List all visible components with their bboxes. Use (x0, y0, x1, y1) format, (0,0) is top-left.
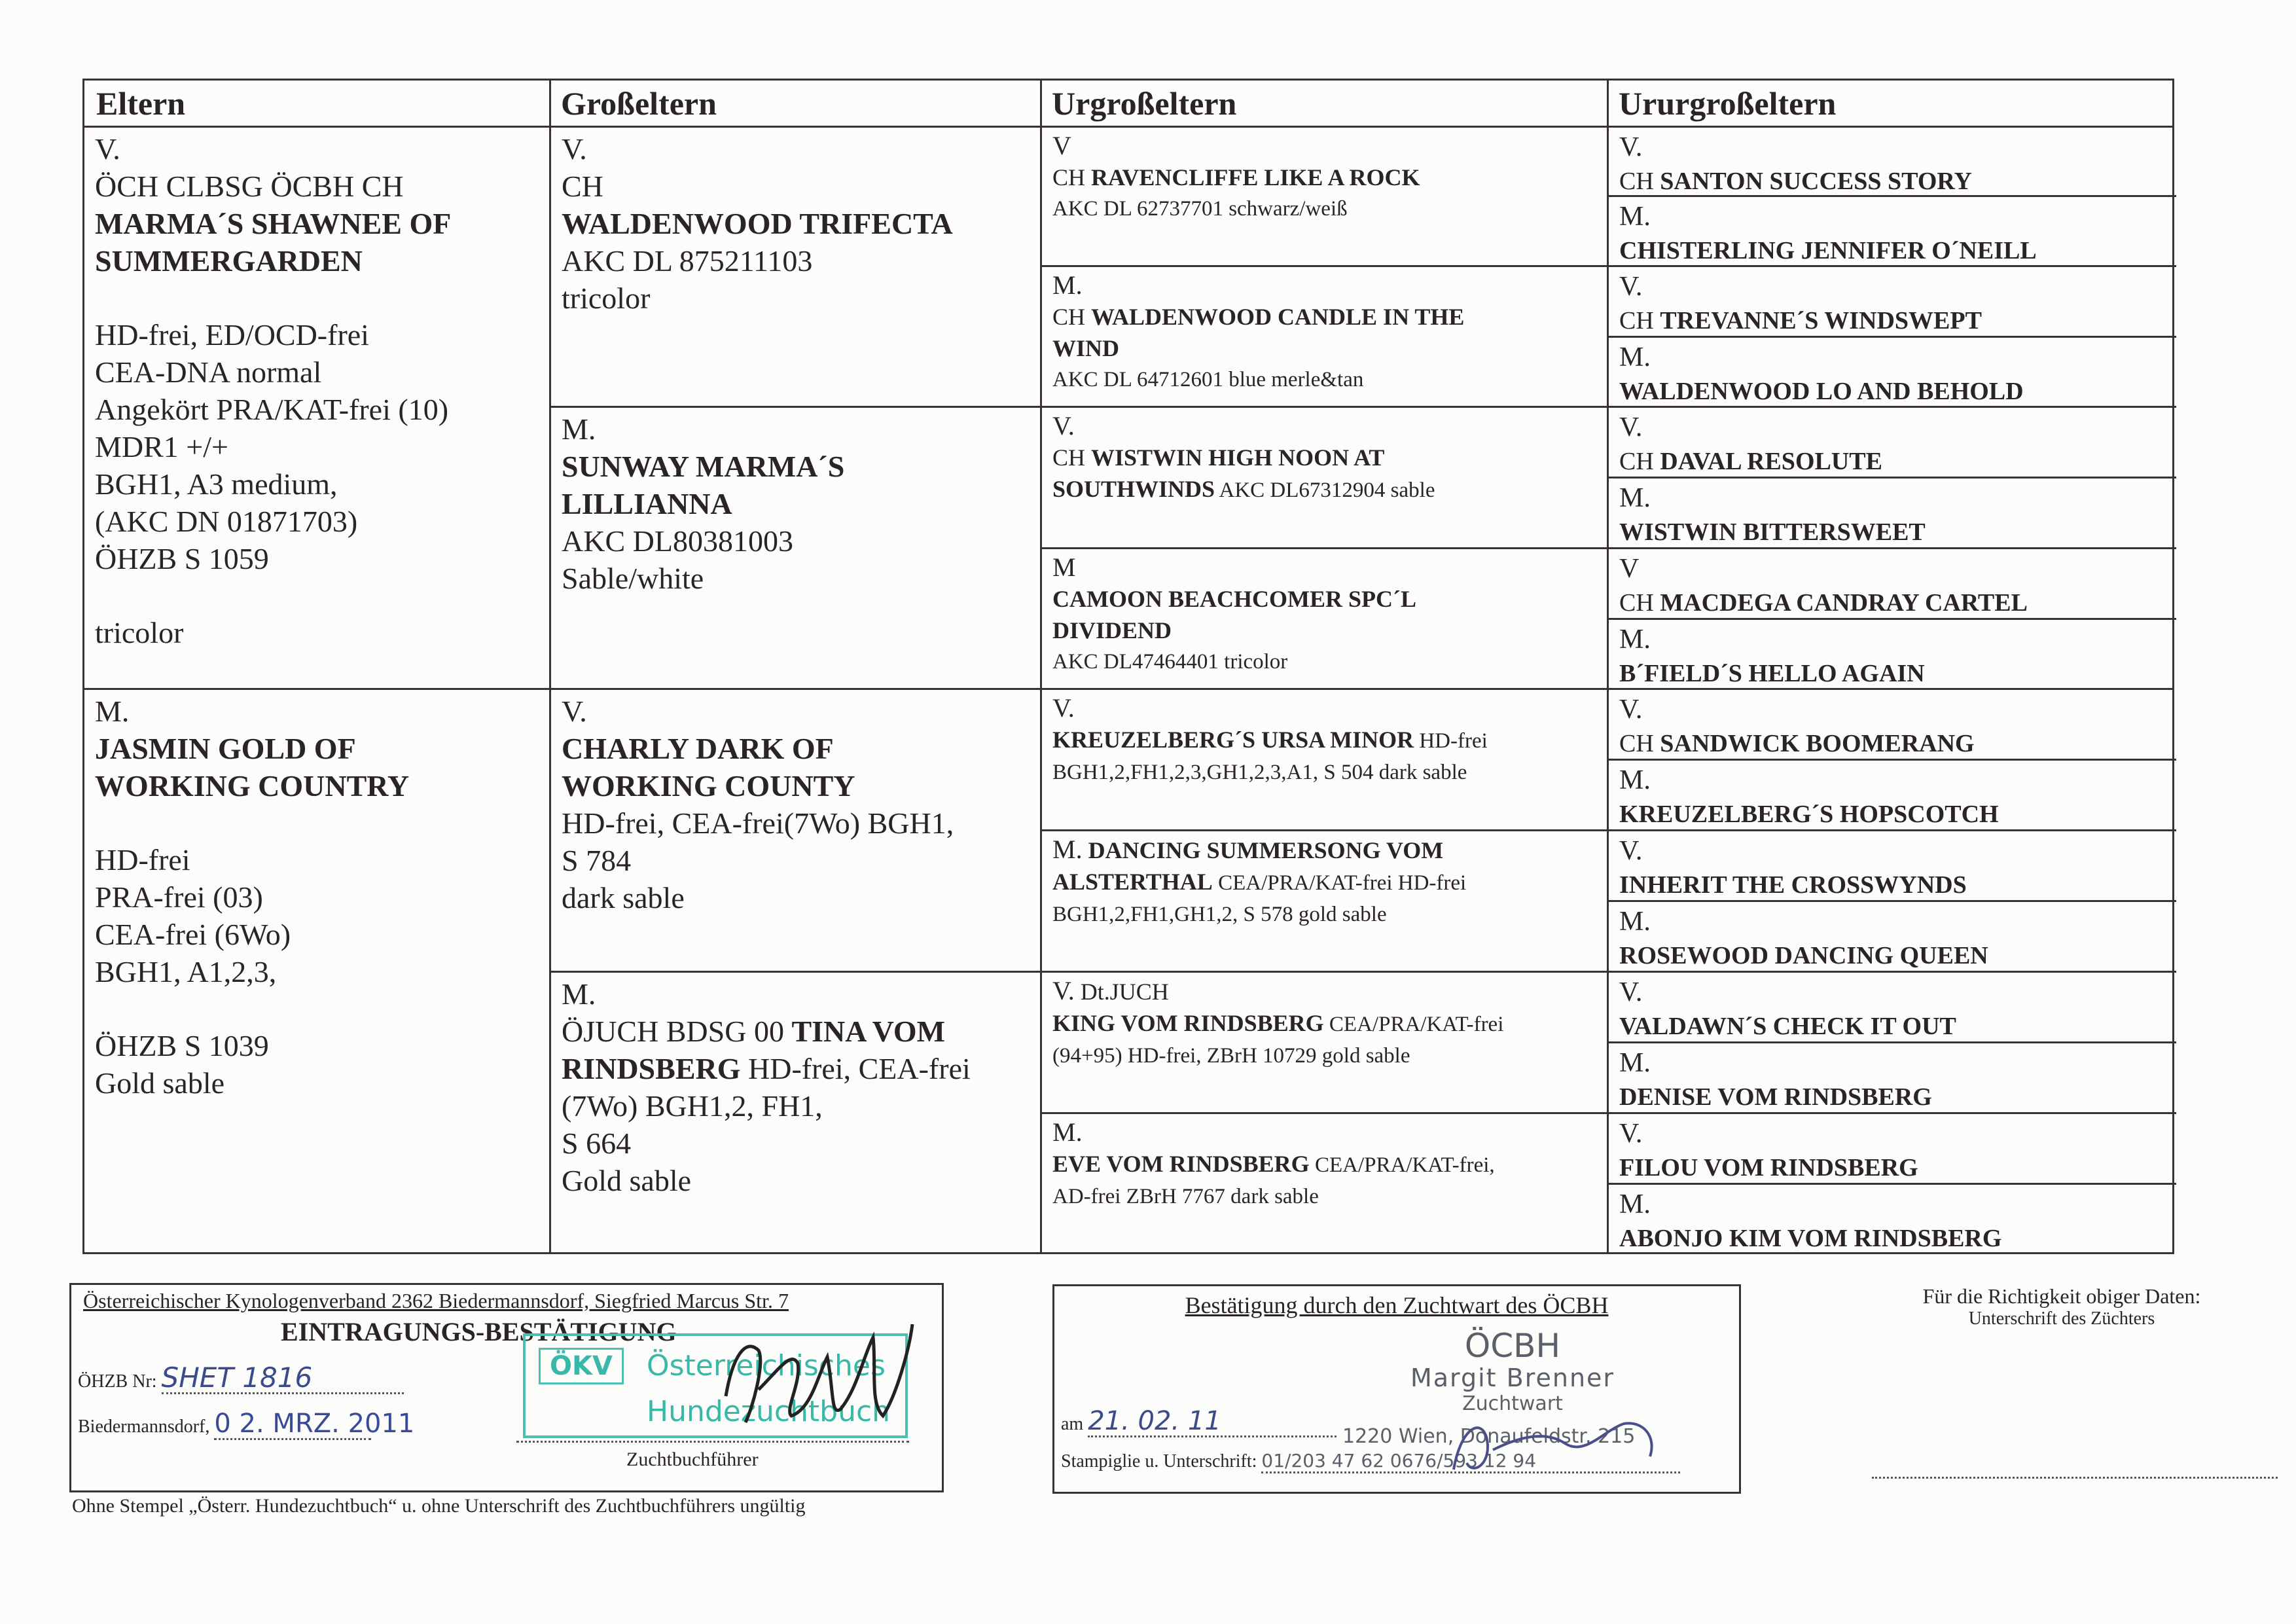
dog-name: WIND (1052, 335, 1120, 361)
grandsire-maternal-cell (551, 690, 1040, 971)
sire-info: HD-frei, ED/OCD-frei (95, 318, 369, 352)
header-urgrosseltern: Urgroßeltern (1052, 85, 1237, 122)
coat-color: Sable/white (562, 562, 704, 595)
sex-marker: V. (1619, 412, 1643, 442)
dog-name: WISTWIN BITTERSWEET (1619, 518, 1926, 546)
great-great-grandparent-cell (1609, 1043, 2176, 1112)
coat-color: dark sable (562, 881, 685, 914)
great-great-grandparent-cell (1609, 549, 2176, 618)
titles: ÖJUCH BDSG 00 (562, 1015, 792, 1048)
dog-name: CHISTERLING JENNIFER O´NEILL (1619, 237, 2037, 264)
dam-name-line1: JASMIN GOLD OF (95, 732, 356, 765)
confirmation-date: 21. 02. 11 (1088, 1407, 1336, 1437)
great-great-grandparent-cell (1609, 338, 2176, 406)
dog-name: SUNWAY MARMA´S (562, 450, 845, 483)
great-great-grandparent-cell (1609, 267, 2176, 336)
sex-marker: V (1619, 554, 1640, 584)
dog-name: KREUZELBERG´S HOPSCOTCH (1619, 801, 1999, 828)
stamp-sig-label: Stampiglie u. Unterschrift: (1061, 1451, 1257, 1471)
great-great-grandparent-cell (1609, 902, 2176, 971)
ohzb-number: SHET 1816 (162, 1363, 404, 1394)
validity-footnote: Ohne Stempel „Österr. Hundezuchtbuch“ u. ohne Unterschrift des Zuchtbuchführers ungültig (72, 1495, 806, 1517)
great-great-grandparent-cell (1609, 408, 2176, 477)
ocbh-stamp-phone: 01/203 47 62 0676/593 12 94 (1261, 1450, 1680, 1473)
dog-name: WORKING COUNTY (562, 769, 855, 803)
dam-cell (84, 690, 549, 1254)
dog-name: VALDAWN´S CHECK IT OUT (1619, 1013, 1956, 1040)
sire-info: (AKC DN 01871703) (95, 505, 358, 538)
great-grandparent-cell (1042, 408, 1607, 547)
dam-name-line2: WORKING COUNTRY (95, 769, 410, 803)
dog-name: INHERIT THE CROSSWYNDS (1619, 871, 1967, 899)
stamp-line2: Hundezuchtbuch (647, 1395, 891, 1428)
header-eltern: Eltern (96, 85, 186, 122)
great-great-grandparent-cell (1609, 620, 2176, 688)
health-info: AD-frei ZBrH 7767 dark sable (1052, 1185, 1319, 1208)
sex-marker: M. (562, 412, 596, 446)
great-great-grandparent-cell (1609, 478, 2176, 547)
dog-name: B´FIELD´S HELLO AGAIN (1619, 660, 1925, 687)
breeder-line2: Unterschrift des Züchters (1968, 1308, 2155, 1329)
coat-color: tricolor (562, 281, 651, 315)
titles: CH (1052, 444, 1092, 471)
dog-name: DIVIDEND (1052, 617, 1172, 643)
dog-name: WALDENWOOD TRIFECTA (562, 207, 953, 240)
dog-name: WALDENWOOD CANDLE IN THE (1091, 304, 1465, 330)
sex-marker: V (1052, 131, 1071, 160)
dog-name: DANCING SUMMERSONG VOM (1088, 837, 1444, 863)
great-grandparent-cell (1042, 831, 1607, 971)
great-grandparent-cell (1042, 267, 1607, 406)
sex-marker: M. (1619, 624, 1651, 655)
sex-marker: V. (1619, 272, 1643, 302)
sex-marker: M. (1619, 1048, 1651, 1078)
health-info: BGH1,2,FH1,GH1,2, S 578 gold sable (1052, 903, 1387, 926)
sex-marker: V. (562, 695, 587, 728)
health-info: CEA/PRA/KAT-frei, (1309, 1153, 1495, 1177)
place-label: Biedermannsdorf, (78, 1416, 210, 1437)
sex-marker: M. (1619, 1189, 1651, 1219)
dog-name: ALSTERTHAL (1052, 869, 1213, 895)
dog-name: TINA VOM (791, 1015, 946, 1048)
titles: CH (562, 170, 603, 203)
great-great-grandparent-cell (1609, 1114, 2176, 1183)
dog-name: TREVANNE´S WINDSWEPT (1660, 307, 1982, 334)
registration: AKC DL47464401 tricolor (1052, 650, 1288, 674)
dog-name: CHARLY DARK OF (562, 732, 834, 765)
sire-info: BGH1, A3 medium, (95, 467, 338, 501)
dog-name: DAVAL RESOLUTE (1660, 448, 1882, 475)
titles: Dt.JUCH (1074, 979, 1169, 1005)
dog-name: SANTON SUCCESS STORY (1660, 168, 1972, 195)
health-info: BGH1,2,FH1,2,3,GH1,2,3,A1, S 504 dark sable (1052, 761, 1467, 784)
titles: CH (1619, 589, 1660, 617)
registration-box (69, 1283, 944, 1492)
signature-registrar (687, 1311, 948, 1449)
titles: CH (1052, 304, 1092, 330)
dog-name: KING VOM RINDSBERG (1052, 1010, 1324, 1036)
registration: AKC DL 62737701 schwarz/weiß (1052, 197, 1348, 221)
sex-marker: M. (1619, 342, 1651, 372)
great-great-grandparent-cell (1609, 197, 2176, 265)
sex-marker: V. (1052, 411, 1075, 441)
date-label: am (1061, 1414, 1084, 1434)
sex-marker: V. (562, 132, 587, 166)
granddam-paternal-cell (551, 408, 1040, 688)
okv-logo: ÖKV (539, 1348, 624, 1384)
health-info: (94+95) HD-frei, ZBrH 10729 gold sable (1052, 1044, 1410, 1068)
sex-marker: V. (1052, 693, 1075, 723)
registration: AKC DL67312904 sable (1215, 478, 1435, 502)
titles: CH (1619, 448, 1660, 475)
sire-name-line1: MARMA´S SHAWNEE OF (95, 207, 452, 240)
dog-name: CAMOON BEACHCOMER SPC´L (1052, 586, 1416, 612)
dog-name: RINDSBERG (562, 1052, 741, 1085)
org-line: Österreichischer Kynologenverband 2362 Biedermannsdorf, Siegfried Marcus Str. 7 (83, 1289, 789, 1312)
dam-info: PRA-frei (03) (95, 880, 263, 914)
sex-marker: V. (1052, 976, 1075, 1005)
sex-marker: M. (1052, 835, 1083, 864)
sex-marker: M. (562, 977, 596, 1011)
great-great-grandparent-cell (1609, 690, 2176, 759)
dog-name: WISTWIN HIGH NOON AT (1091, 444, 1385, 471)
sex-marker: V. (1619, 977, 1643, 1007)
sire-info: MDR1 +/+ (95, 430, 228, 463)
dog-name: KREUZELBERG´S URSA MINOR (1052, 727, 1414, 753)
stamp-line1: Österreichisches (647, 1349, 886, 1382)
dog-name: MACDEGA CANDRAY CARTEL (1660, 589, 2028, 617)
header-grosseltern: Großeltern (561, 85, 717, 122)
sex-marker: V. (1619, 695, 1643, 725)
breeder-line1: Für die Richtigkeit obiger Daten: (1922, 1284, 2201, 1308)
sire-name-line2: SUMMERGARDEN (95, 244, 363, 278)
sex-marker: V. (1619, 132, 1643, 162)
great-grandparent-cell (1042, 128, 1607, 265)
ocbh-stamp-name: Margit Brenner (1410, 1363, 1615, 1392)
dog-name: LILLIANNA (562, 487, 732, 520)
great-grandparent-cell (1042, 690, 1607, 829)
dam-color: Gold sable (95, 1066, 225, 1100)
great-great-grandparent-cell (1609, 831, 2176, 900)
health-info: HD-frei (1414, 729, 1488, 753)
dam-info: CEA-frei (6Wo) (95, 918, 291, 951)
sex-marker: M. (1052, 270, 1083, 300)
sex-marker: M. (1619, 202, 1651, 232)
dog-name: ROSEWOOD DANCING QUEEN (1619, 942, 1988, 969)
sire-cell (84, 128, 549, 688)
breeder-signature-line (1872, 1477, 2278, 1479)
great-grandparent-cell (1042, 1114, 1607, 1254)
dam-hzb: ÖHZB S 1039 (95, 1029, 269, 1062)
registration: AKC DL 875211103 (562, 244, 813, 278)
sex-marker: M. (1619, 483, 1651, 513)
sex-marker: V. (1619, 1119, 1643, 1149)
pedigree-table (82, 79, 2174, 1254)
great-great-grandparent-cell (1609, 973, 2176, 1041)
sire-info: ÖHZB S 1059 (95, 542, 269, 575)
hzb-number: S 664 (562, 1127, 632, 1160)
signature-breed-warden (1434, 1391, 1683, 1489)
ocbh-stamp-address: 1220 Wien, Donaufeldstr. 215 (1342, 1425, 1636, 1448)
titles: CH (1619, 307, 1660, 334)
sex-marker: M. (1619, 907, 1651, 937)
sex-marker: M. (1052, 1117, 1083, 1147)
great-great-grandparent-cell (1609, 1185, 2176, 1254)
health-info: (7Wo) BGH1,2, FH1, (562, 1089, 823, 1123)
dog-name: SANDWICK BOOMERANG (1660, 730, 1975, 757)
dam-info: HD-frei (95, 843, 190, 876)
dog-name: RAVENCLIFFE LIKE A ROCK (1091, 164, 1420, 190)
titles: CH (1619, 730, 1660, 757)
health-info: CEA/PRA/KAT-frei (1323, 1013, 1504, 1036)
dog-name: SOUTHWINDS (1052, 476, 1215, 502)
sire-sex: V. (95, 132, 120, 166)
dog-name: EVE VOM RINDSBERG (1052, 1151, 1310, 1177)
grandsire-paternal-cell (551, 128, 1040, 406)
dam-info: BGH1, A1,2,3, (95, 955, 277, 988)
great-great-grandparent-cell (1609, 761, 2176, 829)
confirmation-box (1052, 1284, 1741, 1494)
great-grandparent-cell (1042, 549, 1607, 688)
titles: CH (1052, 164, 1092, 190)
sex-marker: M (1052, 552, 1076, 582)
dog-name: FILOU VOM RINDSBERG (1619, 1154, 1918, 1182)
health-info: HD-frei, CEA-frei (740, 1052, 971, 1085)
registrar-label: Zuchtbuchführer (626, 1449, 759, 1470)
coat-color: Gold sable (562, 1164, 692, 1197)
ocbh-stamp-role: Zuchtwart (1462, 1392, 1563, 1415)
registration-title: EINTRAGUNGS-BESTÄTIGUNG (281, 1317, 677, 1346)
dog-name: ABONJO KIM VOM RINDSBERG (1619, 1225, 2002, 1252)
dam-sex: M. (95, 695, 130, 728)
registration: AKC DL80381003 (562, 524, 793, 558)
sex-marker: M. (1619, 765, 1651, 795)
ohzb-label: ÖHZB Nr: (78, 1371, 157, 1392)
sire-info: CEA-DNA normal (95, 355, 322, 389)
ocbh-stamp-org: ÖCBH (1464, 1327, 1561, 1365)
registration: AKC DL 64712601 blue merle&tan (1052, 368, 1364, 391)
confirmation-title: Bestätigung durch den Zuchtwart des ÖCBH (1185, 1292, 1609, 1318)
great-grandparent-cell (1042, 973, 1607, 1112)
sire-titles: ÖCH CLBSG ÖCBH CH (95, 170, 404, 203)
sex-marker: V. (1619, 836, 1643, 866)
dog-name: DENISE VOM RINDSBERG (1619, 1083, 1932, 1111)
header-ururgrosseltern: Ururgroßeltern (1619, 85, 1837, 122)
health-info: CEA/PRA/KAT-frei HD-frei (1212, 871, 1467, 895)
dog-name: WALDENWOOD LO AND BEHOLD (1619, 378, 2024, 405)
hzb-number: S 784 (562, 844, 632, 877)
sire-color: tricolor (95, 616, 184, 649)
sire-info: Angekört PRA/KAT-frei (10) (95, 393, 449, 426)
breeder-signature-block (1872, 1284, 2251, 1329)
health-info: HD-frei, CEA-frei(7Wo) BGH1, (562, 806, 954, 840)
titles: CH (1619, 168, 1660, 195)
great-great-grandparent-cell (1609, 128, 2176, 195)
granddam-maternal-cell (551, 973, 1040, 1254)
registration-date: 0 2. MRZ. 2011 (214, 1409, 415, 1439)
